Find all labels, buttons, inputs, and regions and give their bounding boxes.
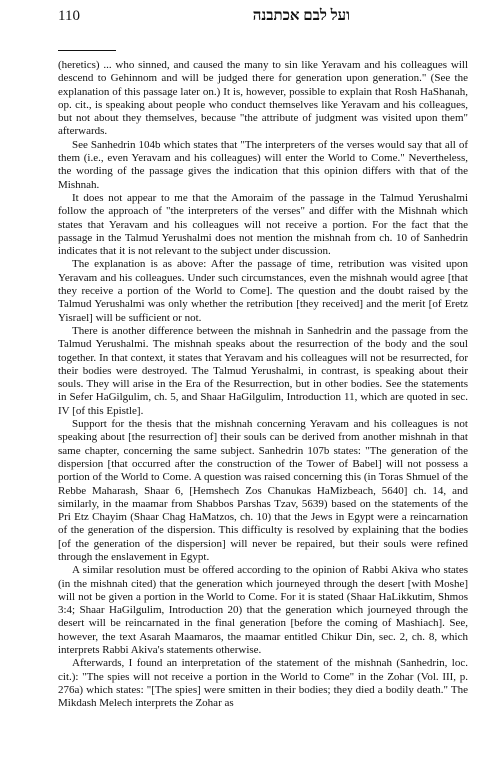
body-text bbox=[58, 59, 468, 711]
footnote-separator-rule bbox=[58, 50, 116, 51]
paragraph: The explanation is as above: After the passage of time, retribution was visited upon Yeravam and his colleagues. Under such circumstances, even the mishnah would agree [that they receive a portion of the World to Come]. The question and the doubt raised by the Talmud Yerushalmi was only whether the retribution [they received] and the merit [of Eretz Yisrael] will be sufficient or not. bbox=[58, 258, 468, 324]
paragraph: There is another difference between the mishnah in Sanhedrin and the passage from the Talmud Yerushalmi. The mishnah speaks about the resurrection of the body and the soul together. In that context, it states that Yeravam and his colleagues will not be resurrected, for their bodies were destroyed. The Talmud Yerushalmi, in contrast, is speaking about their souls. They will arise in the Era of the Resurrection, but in other bodies. See the statements in Sefer HaGilgulim, ch. 5, and Shaar HaGilgulim, Introduction 11, which are quoted in sec. IV [of this Epistle]. bbox=[58, 324, 468, 417]
paragraph: It does not appear to me that the Amoraim of the passage in the Talmud Yerushalmi follow the approach of "the interpreters of the verses" and differ with the Mishnah which states that Yeravam and his colleagues will not receive a portion. For the fact that the passage in the Talmud Yerushalmi does not mention the mishnah from ch. 10 of Sanhedrin indicates that it is not relevant to the subject under discussion. bbox=[58, 191, 468, 258]
page-number: 110 bbox=[58, 8, 80, 24]
running-head: ועל לבם אכתבנה bbox=[252, 8, 350, 24]
paragraph: See Sanhedrin 104b which states that "The interpreters of the verses would say that all of them (i.e., even Yeravam and his colleagues) will enter the World to Come." Nevertheless, the wording of the passage gives the indication that this opinion differs with that of the Mishnah. bbox=[58, 138, 468, 191]
paragraph: A similar resolution must be offered according to the opinion of Rabbi Akiva who states (in the mishnah cited) that the generation which journeyed through the desert [with Moshe] will not be given a portion in the World to Come. For it is stated (Shaar HaLikkutim, Shmos 3:4; Shaar HaGilgulim, Introduction 20) that the generation which journeyed through the desert will be reincarnated in the final generation [before the coming of Mashiach]. See, however, the text Asarah Maamaros, the maamar entitled Chikur Din, sec. 2, ch. 8, which interprets Rabbi Akiva's statements otherwise. bbox=[58, 564, 468, 657]
paragraph: Support for the thesis that the mishnah concerning Yeravam and his colleagues is not speaking about [the resurrection of] their souls can be derived from another mishnah in that same chapter, concerning the same subject. Sanhedrin 107b states: "The generation of the dispersion [that occurred after the construction of the Tower of Babel] will not possess a portion of the World to Come. A question was raised concerning this (in Toras Shmuel of the Rebbe Maharash, Shaar 6, [Hemshech Zos Chanukas HaMizbeach, 5640] ch. 14, and similarly, in the maamar from Shabbos Parshas Tzav, 5639) based on the statements of the Pri Etz Chayim (Shaar Chag HaMatzos, ch. 10) that the Jews in Egypt were a reincarnation of the generation of the dispersion. This difficulty is resolved by explaining that the bodies [of the generation of the dispersion] will never be repaired, but their souls were refined through the enslavement in Egypt. bbox=[58, 418, 468, 563]
page-header bbox=[58, 8, 470, 30]
paragraph: (heretics) ... who sinned, and caused the many to sin like Yeravam and his colleagues will descend to Gehinnom and will be judged there for generation upon generation." (See the explanation of this passage later on.) It is, however, possible to explain that Rosh HaShanah, op. cit., is speaking about people who conduct themselves like Yeravam and his colleagues, but not about they themselves, because "the attribute of judgment was visited upon them" afterwards. bbox=[58, 59, 468, 138]
paragraph: Afterwards, I found an interpretation of the statement of the mishnah (Sanhedrin, loc. cit.): "The spies will not receive a portion in the World to Come" in the Zohar (Vol. III, p. 276a) which states: "[The spies] were smitten in their bodies; they died a bodily death." The Mikdash Melech interprets the Zohar as bbox=[58, 657, 468, 710]
